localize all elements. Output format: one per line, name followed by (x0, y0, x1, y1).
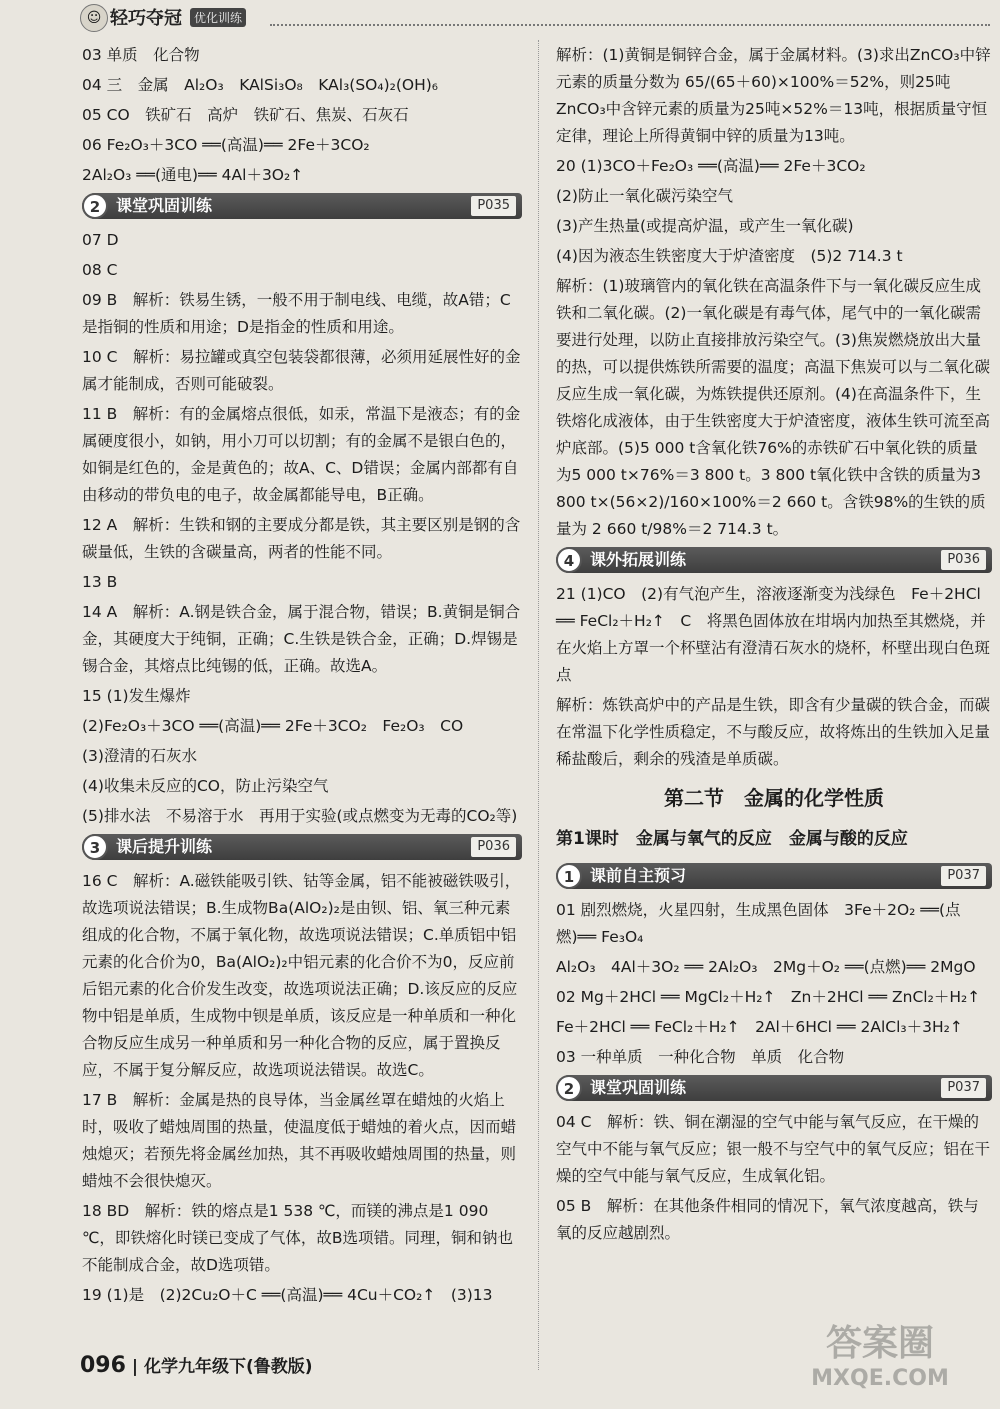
answers-group-4 (556, 42, 992, 543)
answer-text: 02 Mg＋2HCl ══ MgCl₂＋H₂↑ Zn＋2HCl ══ ZnCl₂＋H₂↑ (556, 988, 981, 1006)
answer-item (556, 1014, 992, 1041)
section-header (82, 834, 522, 860)
answer-item (82, 868, 522, 1084)
answer-item (82, 257, 522, 284)
answer-text: 03 单质 化合物 (82, 46, 200, 64)
section-title: 课前自主预习 (590, 866, 687, 885)
answer-text: 07 D (82, 231, 119, 249)
section-page-ref: P036 (941, 550, 986, 570)
section-number: 4 (556, 547, 582, 573)
answer-item (556, 213, 992, 240)
answer-item (82, 102, 522, 129)
answer-item (556, 692, 992, 773)
answer-text: 01 剧烈燃烧，火星四射，生成黑色固体 3Fe＋2O₂ ══(点燃)══ Fe₃O₄ (556, 901, 961, 946)
answer-item (82, 713, 522, 740)
answer-text: 04 三 金属 Al₂O₃ KAlSi₃O₈ KAl₃(SO₄)₂(OH)₆ (82, 76, 439, 94)
mascot-icon: ☺ (80, 4, 108, 32)
answer-text: (3)产生热量(或提高炉温，或产生一氧化碳) (556, 217, 854, 235)
page-header (0, 0, 1000, 38)
page-number: 096 (80, 1353, 126, 1378)
answer-text: (2)Fe₂O₃＋3CO ══(高温)══ 2Fe＋3CO₂ Fe₂O₃ CO (82, 717, 464, 735)
answer-item (82, 1087, 522, 1195)
header-divider (270, 24, 990, 26)
answer-text: (2)防止一氧化碳污染空气 (556, 187, 733, 205)
answers-group-5 (556, 581, 992, 773)
answer-item (82, 72, 522, 99)
section-header (556, 863, 992, 889)
answer-item (556, 183, 992, 210)
section-number: 2 (82, 193, 108, 219)
answer-item (556, 1109, 992, 1190)
answer-item (82, 1198, 522, 1279)
answers-group-3 (82, 868, 522, 1309)
section-header (82, 193, 522, 219)
answer-item (82, 803, 522, 830)
answer-item (82, 743, 522, 770)
answers-group-2 (82, 227, 522, 830)
answer-text: 解析：(1)黄铜是铜锌合金，属于金属材料。(3)求出ZnCO₃中锌元素的质量分数为 65/(65＋60)×100%＝52%，则25吨ZnCO₃中含锌元素的质量为25吨×52%＝13吨，根据质量守恒定律，理论上所得黄铜中锌的质量为13吨。 (556, 46, 991, 145)
answer-text: 09 B 解析：铁易生锈，一般不用于制电线、电缆，故A错；C是指铜的性质和用途；D是指金的性质和用途。 (82, 291, 511, 336)
answer-item (82, 512, 522, 566)
answer-text: (5)排水法 不易溶于水 再用于实验(或点燃变为无毒的CO₂等) (82, 807, 518, 825)
answer-item (82, 287, 522, 341)
answer-text: 18 BD 解析：铁的熔点是1 538 ℃，而镁的沸点是1 090 ℃，即铁熔化时镁已变成了气体，故B选项错。同理，铜和钠也不能制成合金，故D选项错。 (82, 1202, 514, 1274)
section-number: 1 (556, 863, 582, 889)
answer-text: 08 C (82, 261, 118, 279)
answer-item (556, 1044, 992, 1071)
answer-text: 04 C 解析：铁、铜在潮湿的空气中能与氧气反应，在干燥的空气中不能与氧气反应；银一般不与空气中的氧气反应；铝在干燥的空气中能与氧气反应，生成氧化铝。 (556, 1113, 991, 1185)
answer-text: 10 C 解析：易拉罐或真空包装袋都很薄，必须用延展性好的金属才能制成，否则可能破裂。 (82, 348, 521, 393)
section-number: 2 (556, 1075, 582, 1101)
answer-item (82, 132, 522, 159)
section-title: 课外拓展训练 (590, 550, 687, 569)
watermark-url: MXQE.COM (811, 1366, 949, 1391)
answer-text: 16 C 解析：A.磁铁能吸引铁、钴等金属，铝不能被磁铁吸引，故选项说法错误；B.生成物Ba(AlO₂)₂是由钡、铝、氧三种元素组成的化合物，不属于氧化物，故选项说法错误；C.单质铝中铝元素的化合价为0，Ba(AlO₂)₂中铝元素的化合价不为0，反应前后铝元素的化合价发生改变，故选项说法正确；D.该反应的反应物中铝是单质，生成物中钡是单质，该反应是一种单质和一种化合物反应生成另一种单质和另一种化合物的反应，属于置换反应，不属于复分解反应，故选项说法错误。故选C。 (82, 872, 521, 1079)
brand-name: 轻巧夺冠 (110, 8, 182, 29)
right-column (556, 42, 992, 1250)
answer-item (556, 954, 992, 981)
answer-item (556, 897, 992, 951)
section-page-ref: P035 (471, 196, 516, 216)
answer-item (82, 42, 522, 69)
answer-text: 13 B (82, 573, 118, 591)
watermark-text: 答案圈 (825, 1323, 934, 1364)
section-page-ref: P037 (941, 866, 986, 886)
answer-item (556, 1193, 992, 1247)
section-title: 课堂巩固训练 (116, 196, 213, 215)
answer-text: 17 B 解析：金属是热的良导体，当金属丝罩在蜡烛的火焰上时，吸收了蜡烛周围的热量，使温度低于蜡烛的着火点，因而蜡烛熄灭；若预先将金属丝加热，其不再吸收蜡烛周围的热量，则蜡烛不会很快熄灭。 (82, 1091, 517, 1190)
answer-text: 2Al₂O₃ ══(通电)══ 4Al＋3O₂↑ (82, 166, 304, 184)
column-divider (538, 40, 539, 1370)
answer-text: 05 B 解析：在其他条件相同的情况下，氧气浓度越高，铁与氧的反应越剧烈。 (556, 1197, 979, 1242)
answer-text: 15 (1)发生爆炸 (82, 687, 191, 705)
page-footer (80, 1352, 313, 1378)
footer-divider: | (131, 1357, 139, 1377)
answer-item (556, 243, 992, 270)
answer-item (556, 984, 992, 1011)
section-number: 3 (82, 834, 108, 860)
watermark-logo (780, 1315, 980, 1395)
answer-text: 解析：(1)玻璃管内的氧化铁在高温条件下与一氧化碳反应生成铁和二氧化碳。(2)一氧化碳是有毒气体，尾气中的一氧化碳需要进行处理，以防止直接排放污染空气。(3)焦炭燃烧放出大量的热，可以提供炼铁所需要的温度；高温下焦炭可以与二氧化碳反应生成一氧化碳，为炼铁提供还原剂。(4)在高温条件下，生铁熔化成液体，由于生铁密度大于炉渣密度，液体生铁可流至高炉底部。(5)5 000 t含氧化铁76%的赤铁矿石中氧化铁的质量为5 000 t×76%＝3 800 t。3 800 t氧化铁中含铁的质量为3 800 t×(56×2)/160×100%＝2 660 t。含铁98%的生铁的质量为 2 660 t/98%＝2 714.3 t。 (556, 277, 991, 538)
answer-item (556, 153, 992, 180)
answer-item (556, 273, 992, 543)
section-title: 课堂巩固训练 (590, 1078, 687, 1097)
lesson-title: 第1课时 金属与氧气的反应 金属与酸的反应 (556, 829, 908, 849)
answer-text: 12 A 解析：生铁和钢的主要成分都是铁，其主要区别是钢的含碳量低，生铁的含碳量高，两者的性能不同。 (82, 516, 521, 561)
section-title: 课后提升训练 (116, 837, 213, 856)
section-header (556, 1075, 992, 1101)
answer-text: Fe＋2HCl ══ FeCl₂＋H₂↑ 2Al＋6HCl ══ 2AlCl₃＋3H₂↑ (556, 1018, 963, 1036)
answer-text: 11 B 解析：有的金属熔点很低，如汞，常温下是液态；有的金属硬度很小，如钠，用小刀可以切割；有的金属不是银白色的，如铜是红色的，金是黄色的；故A、C、D错误；金属内部都有自由移动的带负电的电子，故金属都能导电，B正确。 (82, 405, 521, 504)
answer-text: 06 Fe₂O₃＋3CO ══(高温)══ 2Fe＋3CO₂ (82, 136, 370, 154)
answer-text: 解析：炼铁高炉中的产品是生铁，即含有少量碳的铁合金，而碳在常温下化学性质稳定，不与酸反应，故将炼出的生铁加入足量稀盐酸后，剩余的残渣是单质碳。 (556, 696, 991, 768)
answer-text: 03 一种单质 一种化合物 单质 化合物 (556, 1048, 845, 1066)
answer-item (82, 683, 522, 710)
chapter-title: 第二节 金属的化学性质 (664, 786, 884, 810)
section-page-ref: P036 (471, 837, 516, 857)
answer-item (82, 773, 522, 800)
answer-item (82, 599, 522, 680)
left-column (82, 42, 522, 1312)
answer-item (82, 227, 522, 254)
answer-text: 05 CO 铁矿石 高炉 铁矿石、焦炭、石灰石 (82, 106, 409, 124)
brand-subtitle: 优化训练 (190, 8, 246, 27)
answer-item (82, 569, 522, 596)
answer-item (82, 1282, 522, 1309)
section-header (556, 547, 992, 573)
answer-item (82, 344, 522, 398)
answer-text: (3)澄清的石灰水 (82, 747, 197, 765)
answer-text: 19 (1)是 (2)2Cu₂O＋C ══(高温)══ 4Cu＋CO₂↑ (3)13 (82, 1286, 493, 1304)
answer-item (556, 42, 992, 150)
answers-group-7 (556, 1109, 992, 1247)
answer-text: (4)因为液态生铁密度大于炉渣密度 (5)2 714.3 t (556, 247, 903, 265)
answers-group-6 (556, 897, 992, 1071)
answer-item (556, 581, 992, 689)
answer-text: 21 (1)CO (2)有气泡产生，溶液逐渐变为浅绿色 Fe＋2HCl ══ FeCl₂＋H₂↑ C 将黑色固体放在坩埚内加热至其燃烧，并在火焰上方罩一个杯壁沾有澄清石灰水的烧杯，杯壁出现白色斑点 (556, 585, 991, 684)
answer-item (82, 401, 522, 509)
answer-text: (4)收集未反应的CO，防止污染空气 (82, 777, 329, 795)
section-page-ref: P037 (941, 1078, 986, 1098)
book-title: 化学九年级下(鲁教版) (144, 1357, 313, 1377)
answer-text: 20 (1)3CO＋Fe₂O₃ ══(高温)══ 2Fe＋3CO₂ (556, 157, 866, 175)
answer-item (82, 162, 522, 189)
answers-group-1 (82, 42, 522, 189)
answer-text: 14 A 解析：A.钢是铁合金，属于混合物，错误；B.黄铜是铜合金，其硬度大于纯铜，正确；C.生铁是铁合金，正确；D.焊锡是锡合金，其熔点比纯锡的低，正确。故选A。 (82, 603, 521, 675)
answer-text: Al₂O₃ 4Al＋3O₂ ══ 2Al₂O₃ 2Mg＋O₂ ══(点燃)══ 2MgO (556, 958, 976, 976)
